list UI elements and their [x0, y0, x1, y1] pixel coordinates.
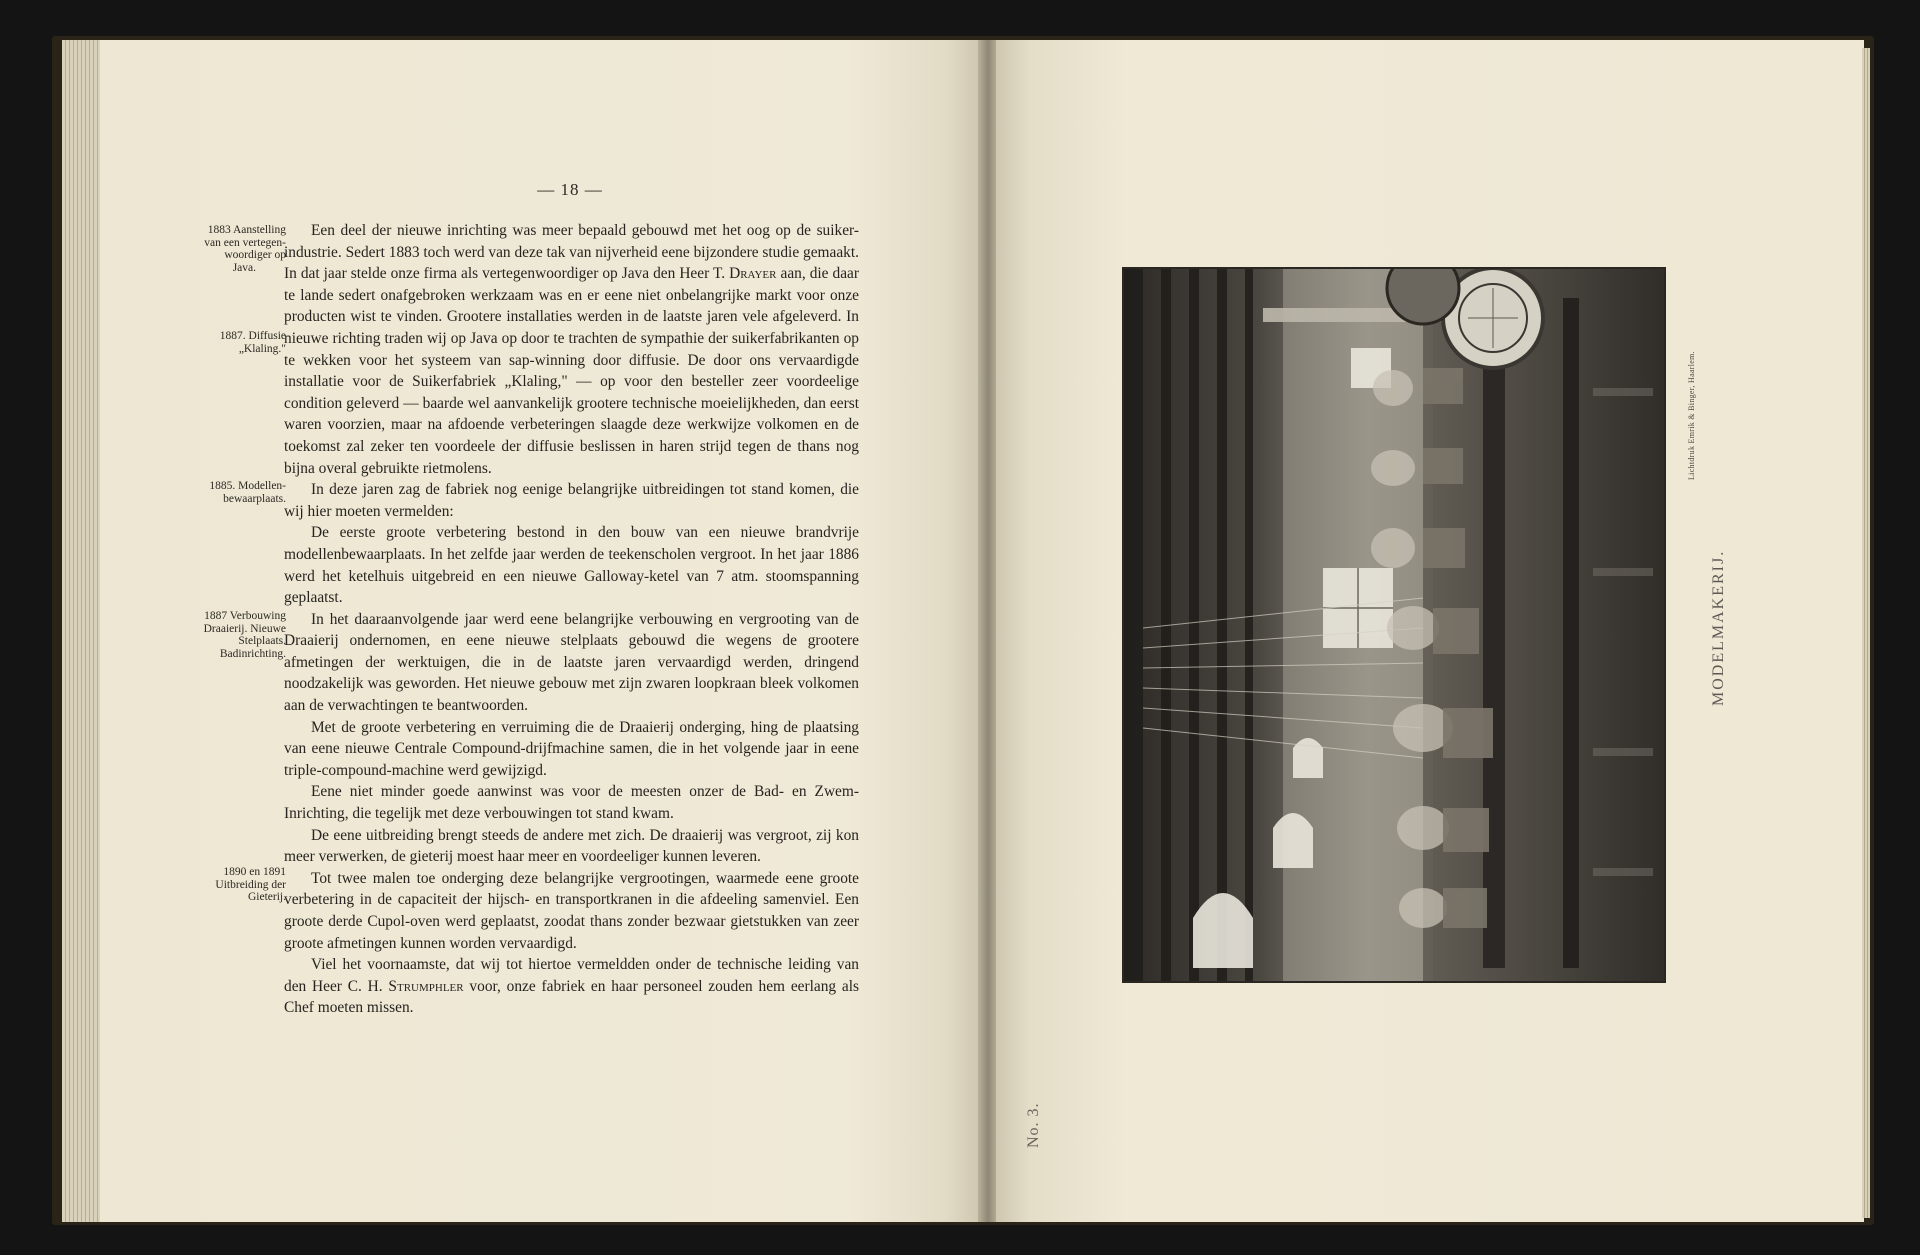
paragraph: In deze jaren zag de fabriek nog eenige belangrijke uitbreidingen tot stand komen, die wij hier moeten vermelden:: [284, 481, 859, 520]
book-gutter: [978, 40, 998, 1222]
paragraph: Met de groote verbetering en verruiming die de Draaierij onderging, hing de plaatsing van eene nieuwe Centrale Compound-drijfmachine samen, die in het volgende jaar in eene triple-compound-machine werd gewijzigd.: [284, 718, 859, 779]
margin-note-line: Java.: [232, 261, 256, 274]
margin-note-line: „Klaling.": [238, 342, 286, 355]
margin-note-line: 1883 Aanstelling: [207, 224, 286, 236]
margin-note-modellen: [180, 480, 286, 505]
paragraph: [284, 220, 859, 479]
margin-note-line: 1887. Diffusie: [219, 330, 286, 342]
workshop-photograph: [1123, 268, 1665, 982]
paragraph: De eene uitbreiding brengt steeds de andere met zich. De draaierij was vergroot, zij kon meer verwerken, de gieterij moest haar meer en voordeeliger kunnen leveren.: [284, 826, 859, 866]
paragraph: [284, 954, 859, 1019]
paragraph: De eerste groote verbetering bestond in den bouw van een nieuwe brandvrije modellenbewaarplaats. In het zelfde jaar werden de teekenscholen vergroot. In het jaar 1886 werd het ketelhuis uitgebreid en een nieuwe Galloway-ketel van 7 atm. stoomspanning geplaatst.: [284, 524, 859, 607]
paragraph: Tot twee malen toe onderging deze belangrijke vergrootingen, waarmede eene groote verbetering in de capaciteit der hijsch- en transportkranen in die afdeeling samenviel. Een groote derde Cupol-oven werd geplaatst, zoodat thans zonder bezwaar gietstukken van zeer groote afmetingen kunnen worden vervaardigd.: [284, 869, 859, 952]
margin-note-line: Draaierij. Nieuwe: [203, 622, 286, 635]
paragraph-text: Een deel der nieuwe inrichting was meer bepaald gebouwd met het oog op de suiker-industrie. Sedert 1883 toch werd van deze tak van nijverheid eene bijzondere studie gemaakt. In dat jaar stelde onze firma als vertegenwoordiger op Java den Heer T.: [284, 222, 859, 283]
margin-note-gieterij: [180, 866, 286, 904]
body-text: [284, 220, 859, 1019]
margin-note-diffusie: [180, 330, 286, 355]
margin-note-line: woordiger op: [224, 249, 286, 262]
printer-credit: Lichtdruk Emrik & Binger, Haarlem.: [1687, 351, 1696, 480]
paragraph-text: Viel het voornaamste, dat wij tot hiertoe vermeldden onder de technische leiding van den Heer C. H.: [284, 956, 859, 995]
workshop-photograph-drawing: [1123, 268, 1665, 982]
plate-number: No. 3.: [1025, 1102, 1042, 1148]
margin-note-line: Stelplaats.: [238, 635, 286, 648]
margin-note-java: [180, 224, 286, 274]
margin-note-draaierij: [180, 610, 286, 660]
margin-note-line: 1890 en 1891: [223, 866, 286, 878]
margin-note-line: Uitbreiding der: [215, 878, 286, 891]
plate-caption: MODELMAKERIJ.: [1710, 549, 1727, 706]
margin-note-line: 1887 Verbouwing: [204, 610, 286, 622]
paragraph: Eene niet minder goede aanwinst was voor de meesten onzer de Bad- en Zwem-Inrichting, die tegelijk met deze verbouwingen tot stand kwam.: [284, 783, 859, 823]
margin-note-line: Badinrichting.: [219, 647, 286, 660]
right-page-edges: [1862, 48, 1870, 1218]
person-name: Drayer: [729, 265, 777, 283]
paragraph-text: aan, die daar te lande sedert onafgebroken werkzaam was en er eene niet onbelangrijke markt voor onze producten wist te vinden. Grootere installaties werden in de laatste jaren vele afgeleverd. In nieuwe richting traden wij op Java op door te trachten de sympathie der suikerfabrikanten op te wekken voor het systeem van sap-winning door diffusie. De door ons vervaardigde installatie voor de Suikerfabriek „Klaling," — op voor den besteller zeer voordeelige condition geleverd — baarde wel aanvankelijk grootere technische moeielijkheden, dan eerst waren voorzien, maar na afdoende verbeteringen slaagde deze werkwijze volkomen en de toekomst zal zeker ten voordeele der diffusie beslissen in haren strijd tegen de thans nog bijna overal gebruikte rietmolens.: [284, 265, 859, 477]
paragraph-text: voor, onze fabriek en haar personeel zouden hem eerlang als Chef moeten missen.: [284, 977, 859, 1017]
margin-note-line: van een vertegen-: [204, 236, 286, 249]
margin-note-line: bewaarplaats.: [223, 492, 286, 505]
page-number: — 18 —: [537, 180, 603, 199]
margin-note-line: 1885. Modellen-: [209, 480, 286, 492]
paragraph: In het daaraanvolgende jaar werd eene belangrijke verbouwing en vergrooting van de Draaierij ondernomen, en eene nieuwe stelplaats gebouwd die wegens de grootere afmetingen der werktuigen, die in de laatste jaren vervaardigd werden, dringend noodzakelijk was geworden. Het nieuwe gebouw met zijn zwaren loopkraan bleek volkomen aan de verwachtingen te beantwoorden.: [284, 610, 859, 715]
person-name: Strumphler: [388, 977, 464, 995]
margin-note-line: Gieterij.: [248, 891, 286, 904]
